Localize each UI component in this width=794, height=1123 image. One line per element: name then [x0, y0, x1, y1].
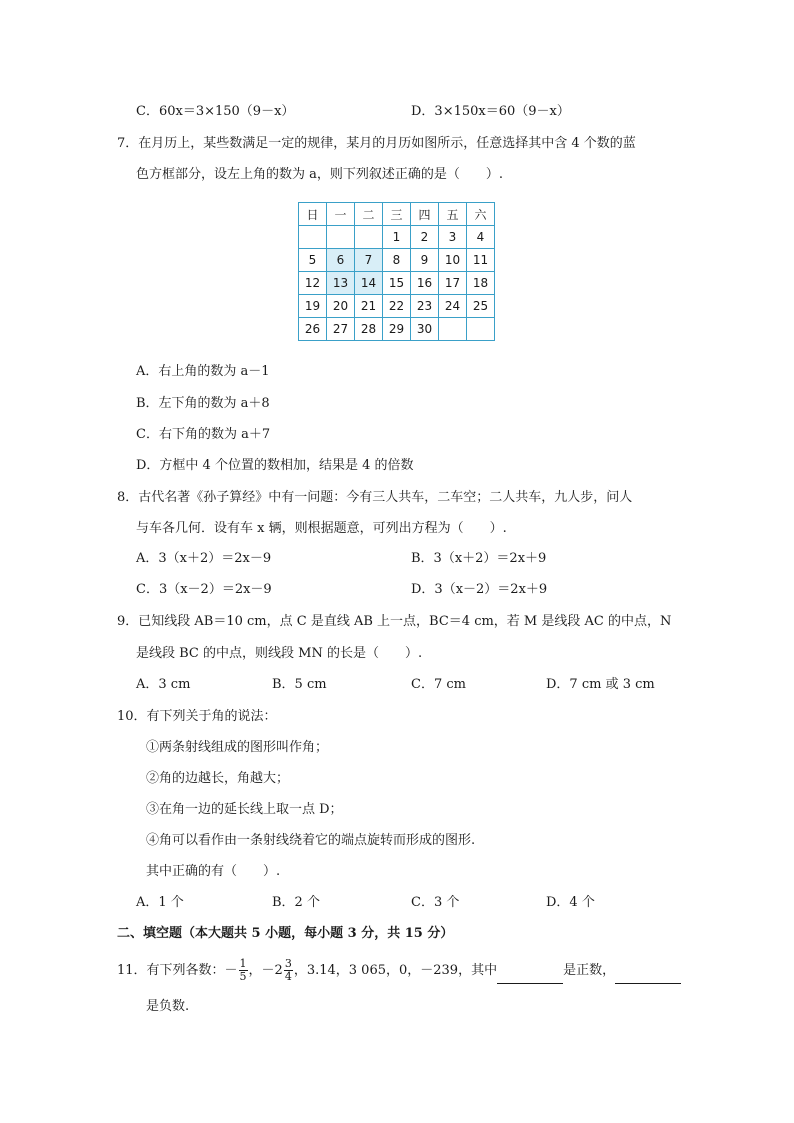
calendar-cell: 11	[467, 249, 495, 272]
calendar-header: 一	[327, 203, 355, 226]
q10-option-b: B．2 个	[272, 895, 320, 910]
q10-stem-line2: 其中正确的有（ ）.	[146, 864, 281, 879]
calendar-cell: 28	[355, 318, 383, 341]
calendar-cell: 8	[383, 249, 411, 272]
calendar-header: 四	[411, 203, 439, 226]
calendar-row	[299, 295, 495, 318]
q10-statement-1: ①两条射线组成的图形叫作角；	[146, 740, 329, 755]
q10-option-d: D．4 个	[546, 895, 595, 910]
calendar-cell: 23	[411, 295, 439, 318]
calendar-cell: 21	[355, 295, 383, 318]
calendar-cell: 2	[411, 226, 439, 249]
calendar-cell-highlighted: 14	[355, 272, 383, 295]
q11-stem-line1	[117, 958, 681, 984]
q7-stem-line2: 色方框部分，设左上角的数为 a，则下列叙述正确的是（ ）.	[136, 167, 504, 182]
calendar-cell: 17	[439, 272, 467, 295]
calendar-cell: 9	[411, 249, 439, 272]
fraction-numerator: 1	[239, 957, 247, 970]
calendar-cell: 22	[383, 295, 411, 318]
calendar-cell: 18	[467, 272, 495, 295]
q11-mid3: 是正数，	[563, 963, 616, 978]
q9-option-c: C．7 cm	[411, 677, 466, 692]
q8-stem-line1: 8．古代名著《孙子算经》中有一问题：今有三人共车，二车空；二人共车，九人步，问人	[117, 490, 633, 505]
calendar-cell: 5	[299, 249, 327, 272]
q8-option-d: D．3（x－2）＝2x＋9	[411, 582, 548, 597]
calendar-cell: 27	[327, 318, 355, 341]
calendar-cell	[299, 226, 327, 249]
q7-option-b: B．左下角的数为 a＋8	[136, 396, 270, 411]
calendar-cell	[355, 226, 383, 249]
calendar-cell: 29	[383, 318, 411, 341]
q9-stem-line1: 9．已知线段 AB＝10 cm，点 C 是直线 AB 上一点，BC＝4 cm，若 M 是线段 AC 的中点，N	[117, 614, 672, 629]
calendar-cell: 24	[439, 295, 467, 318]
calendar-table	[298, 202, 495, 341]
q9-option-d: D．7 cm 或 3 cm	[546, 677, 655, 692]
calendar-cell-highlighted: 13	[327, 272, 355, 295]
answer-blank-positive[interactable]	[497, 969, 563, 984]
calendar-row	[299, 226, 495, 249]
q7-option-d: D．方框中 4 个位置的数相加，结果是 4 的倍数	[136, 458, 414, 473]
q9-option-b: B．5 cm	[272, 677, 327, 692]
q6-option-c: C．60x＝3×150（9－x）	[136, 104, 295, 119]
fraction-denominator: 5	[239, 970, 247, 983]
calendar-cell	[327, 226, 355, 249]
calendar-cell: 16	[411, 272, 439, 295]
calendar-header: 三	[383, 203, 411, 226]
q8-option-c: C．3（x－2）＝2x－9	[136, 582, 272, 597]
calendar-row	[299, 272, 495, 295]
calendar-cell: 3	[439, 226, 467, 249]
calendar-header: 日	[299, 203, 327, 226]
calendar-header: 五	[439, 203, 467, 226]
q10-option-c: C．3 个	[411, 895, 460, 910]
q11-prefix: 11．有下列各数：－	[117, 963, 238, 978]
q11-stem-line2: 是负数.	[146, 999, 190, 1014]
calendar-cell: 30	[411, 318, 439, 341]
calendar-cell: 15	[383, 272, 411, 295]
q8-option-b: B．3（x＋2）＝2x＋9	[411, 551, 547, 566]
section-heading: 二、填空题（本大题共 5 小题，每小题 3 分，共 15 分）	[117, 926, 454, 941]
answer-blank-negative[interactable]	[615, 969, 681, 984]
q10-statement-4: ④角可以看作由一条射线绕着它的端点旋转而形成的图形.	[146, 833, 476, 848]
calendar-cell-highlighted: 7	[355, 249, 383, 272]
calendar-cell	[439, 318, 467, 341]
q7-option-a: A．右上角的数为 a－1	[136, 364, 270, 379]
calendar-header-row	[299, 203, 495, 226]
q7-stem-line1: 7．在月历上，某些数满足一定的规律，某月的月历如图所示，任意选择其中含 4 个数的蓝	[117, 136, 636, 151]
calendar-cell: 12	[299, 272, 327, 295]
calendar-cell: 25	[467, 295, 495, 318]
calendar-cell-highlighted: 6	[327, 249, 355, 272]
calendar-cell: 26	[299, 318, 327, 341]
calendar-cell	[467, 318, 495, 341]
q10-option-a: A．1 个	[136, 895, 184, 910]
q8-stem-line2: 与车各几何．设有车 x 辆，则根据题意，可列出方程为（ ）.	[136, 521, 507, 536]
q8-option-a: A．3（x＋2）＝2x－9	[136, 551, 272, 566]
q7-option-c: C．右下角的数为 a＋7	[136, 427, 271, 442]
calendar-cell: 20	[327, 295, 355, 318]
q11-mid1: ，－2	[248, 963, 283, 978]
fraction-numerator: 3	[284, 957, 292, 970]
q10-stem-line1: 10．有下列关于角的说法：	[117, 709, 277, 724]
fraction-three-fourths	[284, 958, 293, 983]
q9-stem-line2: 是线段 BC 的中点，则线段 MN 的长是（ ）.	[136, 646, 423, 661]
calendar-row	[299, 249, 495, 272]
calendar-cell: 4	[467, 226, 495, 249]
q10-statement-2: ②角的边越长，角越大；	[146, 771, 290, 786]
calendar-header: 六	[467, 203, 495, 226]
calendar-cell: 1	[383, 226, 411, 249]
calendar-cell: 10	[439, 249, 467, 272]
calendar-row	[299, 318, 495, 341]
q11-mid2: ，3.14，3 065，0，－239，其中	[293, 963, 498, 978]
q6-option-d: D．3×150x＝60（9－x）	[411, 104, 570, 119]
fraction-one-fifth	[239, 958, 248, 983]
q9-option-a: A．3 cm	[136, 677, 191, 692]
q10-statement-3: ③在角一边的延长线上取一点 D；	[146, 802, 343, 817]
calendar-cell: 19	[299, 295, 327, 318]
calendar-header: 二	[355, 203, 383, 226]
fraction-denominator: 4	[284, 970, 292, 983]
